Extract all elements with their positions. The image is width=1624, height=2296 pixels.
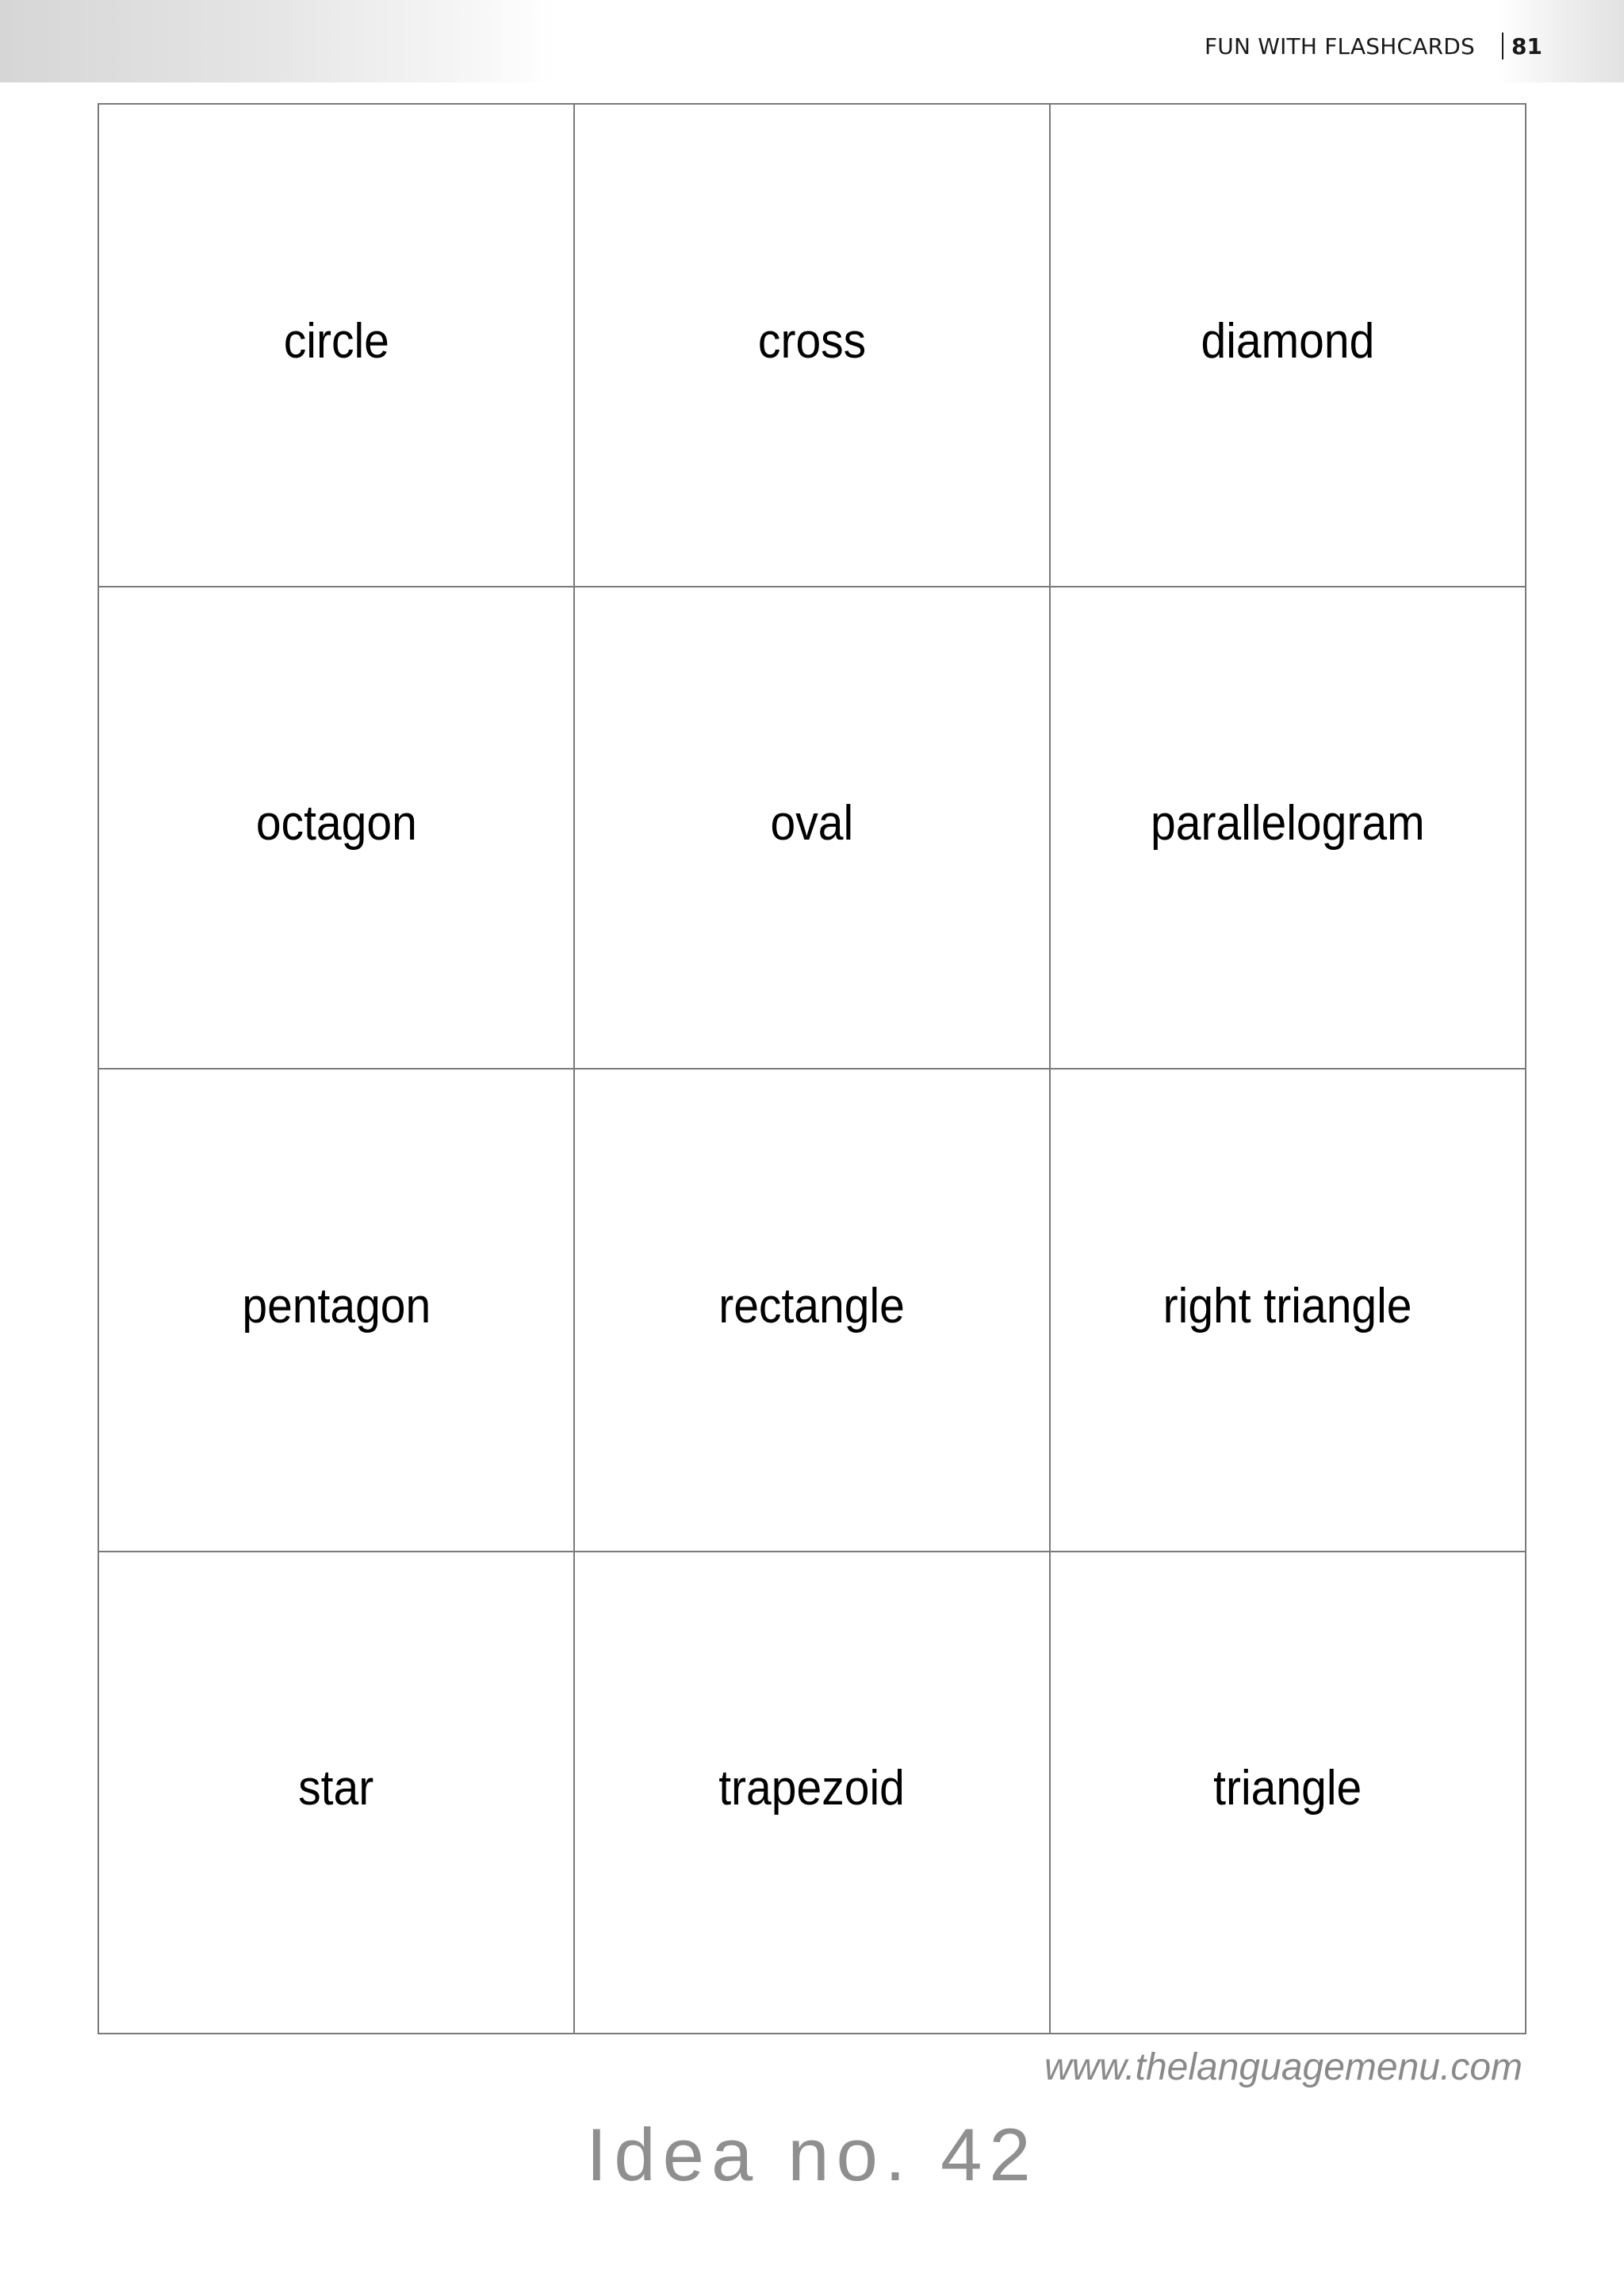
flashcard bbox=[1051, 105, 1526, 587]
flashcard-grid bbox=[98, 103, 1526, 2034]
flashcard bbox=[575, 1070, 1051, 1552]
running-header bbox=[1205, 30, 1542, 62]
flashcard bbox=[575, 105, 1051, 587]
flashcard bbox=[99, 1552, 575, 2035]
running-header-divider bbox=[1502, 33, 1503, 59]
flashcard bbox=[1051, 1070, 1526, 1552]
flashcard-word: pentagon bbox=[242, 1278, 431, 1334]
flashcard bbox=[575, 587, 1051, 1070]
flashcard-word: oval bbox=[770, 796, 854, 851]
flashcard-word: triangle bbox=[1213, 1761, 1362, 1816]
flashcard-word: octagon bbox=[255, 796, 417, 851]
flashcard-word: rectangle bbox=[718, 1278, 906, 1334]
page-number: 81 bbox=[1511, 33, 1542, 59]
website-url: www.thelanguagemenu.com bbox=[1044, 2046, 1522, 2088]
idea-number-label: Idea no. 42 bbox=[586, 2113, 1038, 2196]
flashcard bbox=[575, 1552, 1051, 2035]
flashcard-word: parallelogram bbox=[1151, 796, 1425, 851]
flashcard-word: star bbox=[298, 1761, 374, 1816]
flashcard-word: cross bbox=[757, 313, 867, 369]
flashcard bbox=[99, 105, 575, 587]
flashcard bbox=[99, 587, 575, 1070]
flashcard-word: circle bbox=[283, 313, 389, 369]
running-header-title: FUN WITH FLASHCARDS bbox=[1204, 33, 1476, 59]
flashcard-word: diamond bbox=[1201, 313, 1375, 369]
flashcard-word: right triangle bbox=[1163, 1278, 1412, 1334]
header-gradient-band bbox=[0, 0, 555, 82]
flashcard-word: trapezoid bbox=[718, 1761, 906, 1816]
flashcard bbox=[99, 1070, 575, 1552]
flashcard bbox=[1051, 1552, 1526, 2035]
flashcard bbox=[1051, 587, 1526, 1070]
